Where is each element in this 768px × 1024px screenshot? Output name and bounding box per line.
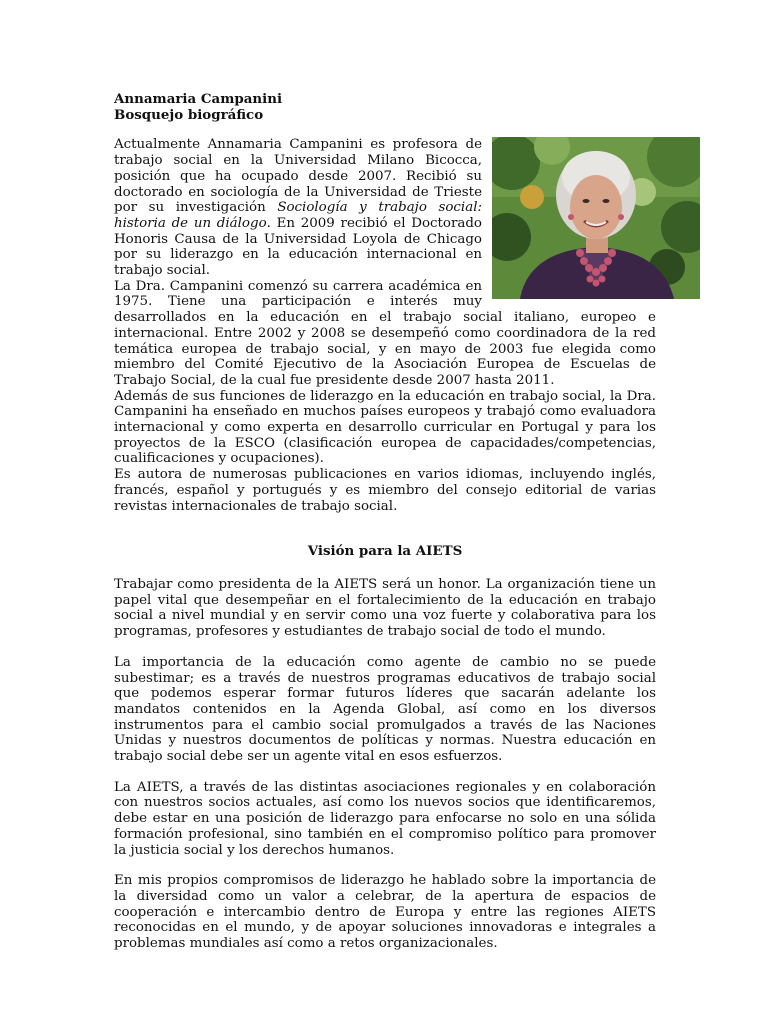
- portrait-photo: [492, 137, 700, 299]
- bio-paragraph-4: Es autora de numerosas publicaciones en varios idiomas, incluyendo inglés, francés, español y portugués y es miembro del consejo editorial de varias revistas internacionales de trabajo social.: [114, 467, 656, 514]
- thesis-title: Sociología y trabajo social: historia de un diálogo: [114, 200, 482, 231]
- vision-paragraph-4: En mis propios compromisos de liderazgo he hablado sobre la importancia de la diversidad como un valor a celebrar, de la apertura de espacios de cooperación e intercambio dentro de Europa y entre las regiones AIETS reconocidas en el mundo, y de apoyar soluciones innovadoras e integrales a problemas mundiales así como a retos organizacionales.: [114, 873, 656, 952]
- vision-paragraph-3: La AIETS, a través de las distintas asociaciones regionales y en colaboración con nuestros socios actuales, así como los nuevos socios que identificaremos, debe estar en una posición de liderazgo para enfocarse no solo en una sólida formación profesional, sino también en el compromiso político para promover la justicia social y los derechos humanos.: [114, 779, 656, 858]
- section-subtitle: Bosquejo biográfico: [114, 106, 264, 123]
- vision-paragraph-2: La importancia de la educación como agente de cambio no se puede subestimar; es a través de nuestros programas educativos de trabajo social que podemos esperar formar futuros líderes que sacarán adelante los mandatos contenidos en la Agenda Global, así como en los diversos instrumentos para el cambio social promulgados a través de las Naciones Unidas y nuestros documentos de políticas y normas. Nuestra educación en trabajo social debe ser un agente vital en esos esfuerzos.: [114, 654, 656, 765]
- vision-paragraph-1: Trabajar como presidenta de la AIETS será un honor. La organización tiene un papel vital que desempeñar en el fortalecimiento de la educación en trabajo social a nivel mundial y en servir como una voz fuerte y colaborativa para los programas, profesores y estudiantes de trabajo social de todo el mundo.: [114, 576, 656, 640]
- bio-paragraph-3: Además de sus funciones de liderazgo en la educación en trabajo social, la Dra. Campanini ha enseñado en muchos países europeos y trabajó como evaluadora internacional y como experta en desarrollo curricular en Portugal y para los proyectos de la ESCO (clasificación europea de capacidades/competencias, cualificaciones y ocupaciones).: [114, 388, 656, 467]
- author-name: Annamaria Campanini: [114, 91, 283, 107]
- document-body: [114, 92, 656, 952]
- bio-paragraph-1-text-end: . En 2009 recibió el Doctorado Honoris Causa de la Universidad Loyola de Chicago por su liderazgo en la educación internacional en trabajo social.: [114, 215, 482, 279]
- vision-heading: Visión para la AIETS: [307, 543, 463, 560]
- bio-paragraph-2: La Dra. Campanini comenzó su carrera académica en 1975. Tiene una participación e interés muy desarrollados en la educación en el trabajo social italiano, europeo e internacional. Entre 2002 y 2008 se desempeñó como coordinadora de la red temática europea de trabajo social, y en mayo de 2003 fue elegida como miembro del Comité Ejecutivo de la Asociación Europea de Escuelas de Trabajo Social, de la cual fue presidente desde 2007 hasta 2011.: [114, 278, 656, 388]
- bio-paragraph-1-text: Actualmente Annamaria Campanini es profesora de trabajo social en la Universidad Milano Bicocca, posición que ha ocupado desde 2007. Recibió su doctorado en sociología de la Universidad de Trieste por su investigación: [114, 137, 482, 216]
